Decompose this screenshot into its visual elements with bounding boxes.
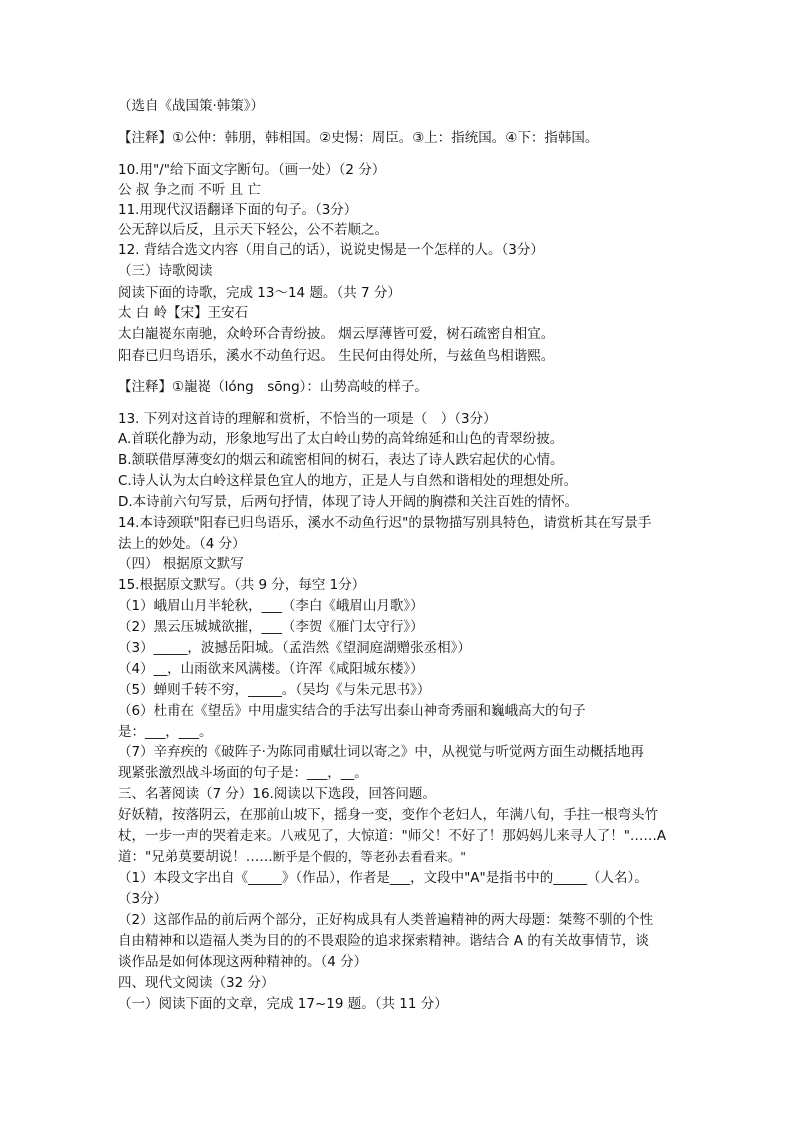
- passage-line-3: [118, 848, 466, 866]
- question-15-item-3: （3）_____，波撼岳阳城。（孟浩然《望洞庭湖赠张丞相》）: [118, 640, 471, 656]
- passage-line-1: 好妖精，按落阴云，在那前山坡下，摇身一变，变作个老妇人，年满八旬，手拄一根弯头竹: [118, 807, 658, 823]
- question-16-2a: （2）这部作品的前后两个部分，正好构成具有人类普遍精神的两大母题：桀骜不驯的个性: [118, 912, 654, 928]
- part-3-heading: 三、名著阅读（7 分）16.阅读以下选段，回答问题。: [118, 786, 436, 802]
- question-10: 10.用"/"给下面文字断句。（画一处）（2 分）: [118, 162, 386, 178]
- question-13-option-a: A.首联化静为动，形象地写出了太白岭山势的高耸绵延和山色的青翠纷披。: [118, 431, 564, 447]
- question-16-1a: （1）本段文字出自《_____》（作品），作者是___，文段中"A"是指书中的_____（人名）。: [118, 870, 648, 886]
- question-11: 11.用现代汉语翻译下面的句子。（3分）: [118, 202, 358, 218]
- poem-line-2: 阳春已归鸟语乐，溪水不动鱼行迟。 生民何由得处所，与兹鱼鸟相谐熙。: [118, 348, 555, 364]
- section-3-intro: 阅读下面的诗歌，完成 13～14 题。（共 7 分）: [118, 285, 401, 301]
- question-15-item-1: （1）峨眉山月半轮秋，___（李白《峨眉山月歌》）: [118, 598, 424, 614]
- passage-line-2: 杖，一步一声的哭着走来。八戒见了，大惊道："师父！不好了！那妈妈儿来寻人了！"……A: [118, 828, 667, 844]
- question-15-item-4: （4）__，山雨欲来风满楼。（许浑《咸阳城东楼》）: [118, 661, 424, 677]
- passage-line-3-start: 道："兄弟莫要胡说！……: [118, 849, 273, 865]
- question-15-item-5: （5）蝉则千转不穷，_____。（吴均《与朱元思书》）: [118, 682, 431, 698]
- question-16-2c: 谈作品是如何体现这两种精神的。（4 分）: [118, 954, 368, 970]
- question-11-text: 公无辞以后反，且示天下轻公，公不若顺之。: [118, 222, 388, 238]
- source-note: （选自《战国策·韩策》）: [118, 98, 265, 114]
- section-3-heading: （三）诗歌阅读: [118, 263, 213, 279]
- question-12: 12. 背结合选文内容（用自己的话），说说史惕是一个怎样的人。（3分）: [118, 242, 544, 258]
- passage-line-3-end: 断乎是个假的，等老孙去看看来。": [272, 849, 466, 864]
- question-15-item-6a: （6）杜甫在《望岳》中用虚实结合的手法写出泰山神奇秀丽和巍峨高大的句子: [118, 703, 586, 719]
- question-16-2b: 自由精神和以造福人类为目的的不畏艰险的追求探索精神。谐结合 A 的有关故事情节，谈: [118, 933, 649, 949]
- poem-title: 太 白 岭【宋】王安石: [118, 305, 249, 321]
- question-15-item-2: （2）黑云压城城欲摧，___（李贺《雁门太守行》）: [118, 619, 424, 635]
- question-15-item-7b: 现紧张激烈战斗场面的句子是：___，__。: [118, 765, 368, 781]
- question-15-item-7a: （7）辛弃疾的《破阵子·为陈同甫赋壮词以寄之》中，从视觉与听觉两方面生动概括地再: [118, 744, 644, 760]
- annotation-2: 【注释】①巃嵸（lóng sōng）：山势高岐的样子。: [118, 379, 428, 395]
- section-4-heading: （四） 根据原文默写: [118, 556, 244, 572]
- part-4-heading: 四、现代文阅读（32 分）: [118, 975, 275, 991]
- question-14-line-2: 法上的妙处。（4 分）: [118, 536, 246, 552]
- question-16-1b: （3分）: [118, 891, 168, 907]
- question-14-line-1: 14.本诗颈联"阳春已归鸟语乐，溪水不动鱼行迟"的景物描写别具特色，请赏析其在写景手: [118, 515, 652, 531]
- question-10-text: 公 叔 争之而 不听 且 亡: [118, 182, 261, 198]
- question-13-option-d: D.本诗前六句写景，后两句抒情，体现了诗人开阔的胸襟和关注百姓的情怀。: [118, 494, 579, 510]
- question-15: 15.根据原文默写。（共 9 分，每空 1分）: [118, 577, 366, 593]
- annotation-1: 【注释】①公仲：韩朋，韩相国。②史惕：周臣。③上：指统国。④下：指韩国。: [118, 130, 599, 146]
- part-4-subheading: （一）阅读下面的文章，完成 17~19 题。（共 11 分）: [118, 996, 448, 1012]
- question-13-option-b: B.颔联借厚薄变幻的烟云和疏密相间的树石，表达了诗人跌宕起伏的心情。: [118, 452, 564, 468]
- question-15-item-6b: 是：___，___。: [118, 724, 213, 740]
- question-13: 13. 下列对这首诗的理解和赏析，不恰当的一项是（ ）（3分）: [118, 411, 497, 427]
- question-13-option-c: C.诗人认为太白岭这样景色宜人的地方，正是人与自然和谐相处的理想处所。: [118, 473, 578, 489]
- poem-line-1: 太白巃嵸东南驰，众岭环合青纷披。 烟云厚薄皆可爱，树石疏密自相宜。: [118, 326, 555, 342]
